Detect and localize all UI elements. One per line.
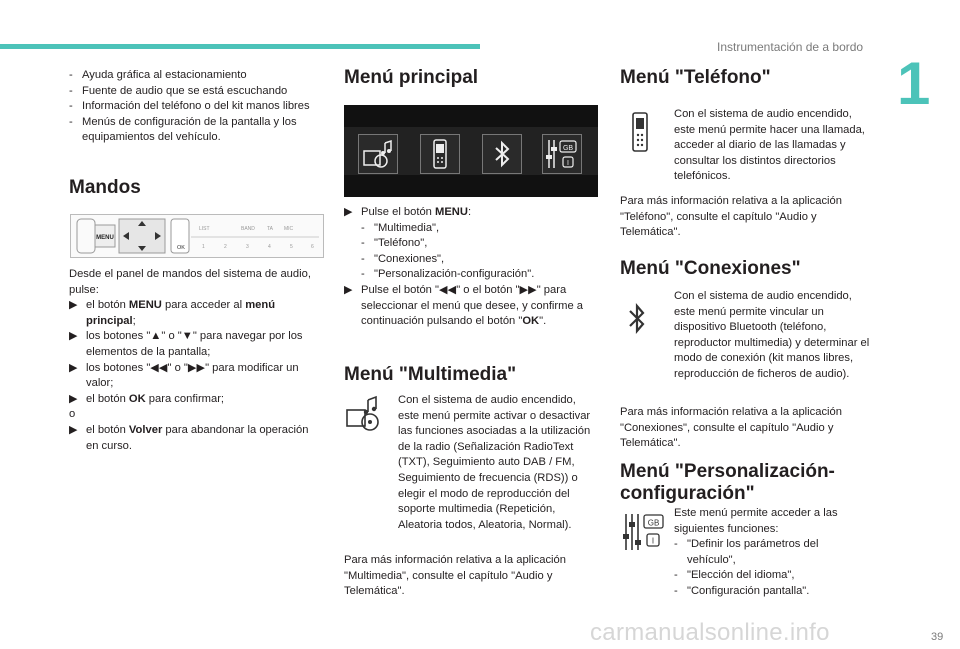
instruction-item: ▶ los botones "▲" o "▼" para navegar por los elementos de la pantalla; (69, 330, 303, 358)
feature-list (69, 68, 324, 146)
watermark: carmanualsonline.info (590, 619, 830, 646)
svg-text:4: 4 (268, 244, 271, 250)
conexiones-description: Con el sistema de audio encendido, este menú permite vincular un dispositivo Bluetooth (teléfono, reproductor multimedia) y determinar el modo de conexión (kit manos libres, reproducción de ficheros de audio). (674, 290, 870, 380)
bluetooth-menu-tile[interactable] (482, 134, 522, 174)
section-title-multimedia: Menú "Multimedia" (344, 364, 517, 385)
svg-text:2: 2 (224, 244, 227, 250)
list-item: - Ayuda gráfica al estacionamiento (69, 69, 247, 81)
mandos-instructions (69, 267, 324, 454)
menu-principal-instructions (344, 205, 599, 330)
audio-control-panel (70, 214, 324, 258)
list-item: - "Teléfono", (361, 237, 428, 250)
page-number: 39 (931, 631, 944, 643)
info-i-label: I (567, 160, 569, 167)
header-accent-bar (0, 44, 480, 49)
list-item: - Fuente de audio que se está escuchando (69, 84, 288, 97)
settings-menu-tile[interactable] (542, 134, 582, 174)
instruction-item: ▶ el botón OK para confirmar; (69, 392, 225, 405)
svg-text:5: 5 (290, 244, 293, 250)
section-title-mandos: Mandos (69, 177, 141, 198)
section-title-personalizacion: Menú "Personalización- configuración" (620, 461, 835, 504)
main-menu-screen (344, 105, 598, 197)
multimedia-more-info: Para más información relativa a la aplicación "Multimedia", consulte el capítulo "Audio y Telemática". (344, 554, 566, 598)
phone-icon (628, 110, 652, 154)
section-header: Instrumentación de a bordo (717, 40, 864, 54)
or-text: o (69, 408, 76, 421)
svg-text:LIST: LIST (199, 226, 210, 232)
instruction-item: ▶ los botones "◀◀" o "▶▶" para modificar un valor; (69, 361, 299, 390)
multimedia-icon (359, 135, 397, 173)
svg-text:1: 1 (202, 244, 205, 250)
instruction-item: ▶ Pulse el botón MENU: (344, 206, 472, 218)
list-item: - "Personalización-configuración". (361, 268, 535, 281)
instruction-item: ▶ el botón Volver para abandonar la operación en curso. (69, 423, 309, 452)
instruction-item: ▶ Pulse el botón "◀◀" o el botón "▶▶" para seleccionar el menú que desee, y confirme a continuación pulsando el botón "OK". (344, 283, 584, 328)
phone-menu-tile[interactable] (420, 134, 460, 174)
settings-sliders-icon (620, 512, 666, 552)
list-item: - Menús de configuración de la pantalla y los equipamientos del vehículo. (69, 115, 297, 144)
list-item: - "Multimedia", (361, 221, 440, 234)
list-item: - "Elección del idioma", (674, 569, 795, 582)
conexiones-more-info: Para más información relativa a la aplicación "Conexiones", consulte el capítulo "Audio y Telemática". (620, 406, 842, 450)
phone-icon (421, 135, 459, 173)
multimedia-description: Con el sistema de audio encendido, este menú permite activar o desactivar las funciones asociadas a la utilización de la radio (Señalización RadioText (TXT), Seguimiento auto DAB / FM, Seguimiento de frecuencia (RDS)) o elegir el modo de reproducción del soporte multimedia (Repetición, Aleatoria todos, Aleatoria, Normal). (398, 394, 591, 531)
chapter-number: 1 (897, 50, 931, 117)
svg-text:6: 6 (311, 244, 314, 250)
section-title-menu-principal: Menú principal (344, 67, 479, 88)
list-item: - Información del teléfono o del kit manos libres (69, 100, 310, 113)
svg-text:MIC: MIC (284, 226, 294, 232)
list-item: - "Configuración pantalla". (674, 584, 810, 597)
control-panel-diagram (71, 215, 323, 257)
bluetooth-icon (483, 135, 521, 173)
instruction-item: ▶ el botón MENU para acceder al menú principal; (69, 299, 276, 327)
language-gb-label: GB (562, 145, 574, 152)
telefono-description: Con el sistema de audio encendido, este menú permite hacer una llamada, acceder al diario de las llamadas y consultar los distintos directorios telefónicos. (674, 108, 865, 183)
language-gb-label: GB (647, 518, 660, 528)
section-title-telefono: Menú "Teléfono" (620, 67, 771, 88)
info-i-label: I (651, 536, 655, 546)
svg-text:TA: TA (267, 226, 274, 232)
bluetooth-icon (626, 302, 648, 336)
multimedia-icon (344, 394, 384, 434)
multimedia-menu-tile[interactable] (358, 134, 398, 174)
list-item: - "Conexiones", (361, 252, 445, 265)
mandos-intro: Desde el panel de mandos del sistema de audio, pulse: (69, 268, 311, 296)
menu-key-label: MENU (96, 235, 114, 241)
settings-sliders-icon (543, 135, 581, 173)
list-item: - "Definir los parámetros del vehículo", (674, 538, 819, 566)
menu-options (344, 221, 599, 283)
telefono-more-info: Para más información relativa a la aplicación "Teléfono", consulte el capítulo "Audio y Telemática". (620, 195, 842, 239)
ok-key-label: OK (177, 245, 185, 251)
svg-text:BAND: BAND (241, 226, 255, 232)
personalizacion-description: Este menú permite acceder a las siguientes funciones: - "Definir los parámetros del vehículo", - "Elección del idioma", - "Configuración pantalla". (674, 506, 870, 600)
section-title-conexiones: Menú "Conexiones" (620, 258, 801, 279)
svg-text:3: 3 (246, 244, 249, 250)
